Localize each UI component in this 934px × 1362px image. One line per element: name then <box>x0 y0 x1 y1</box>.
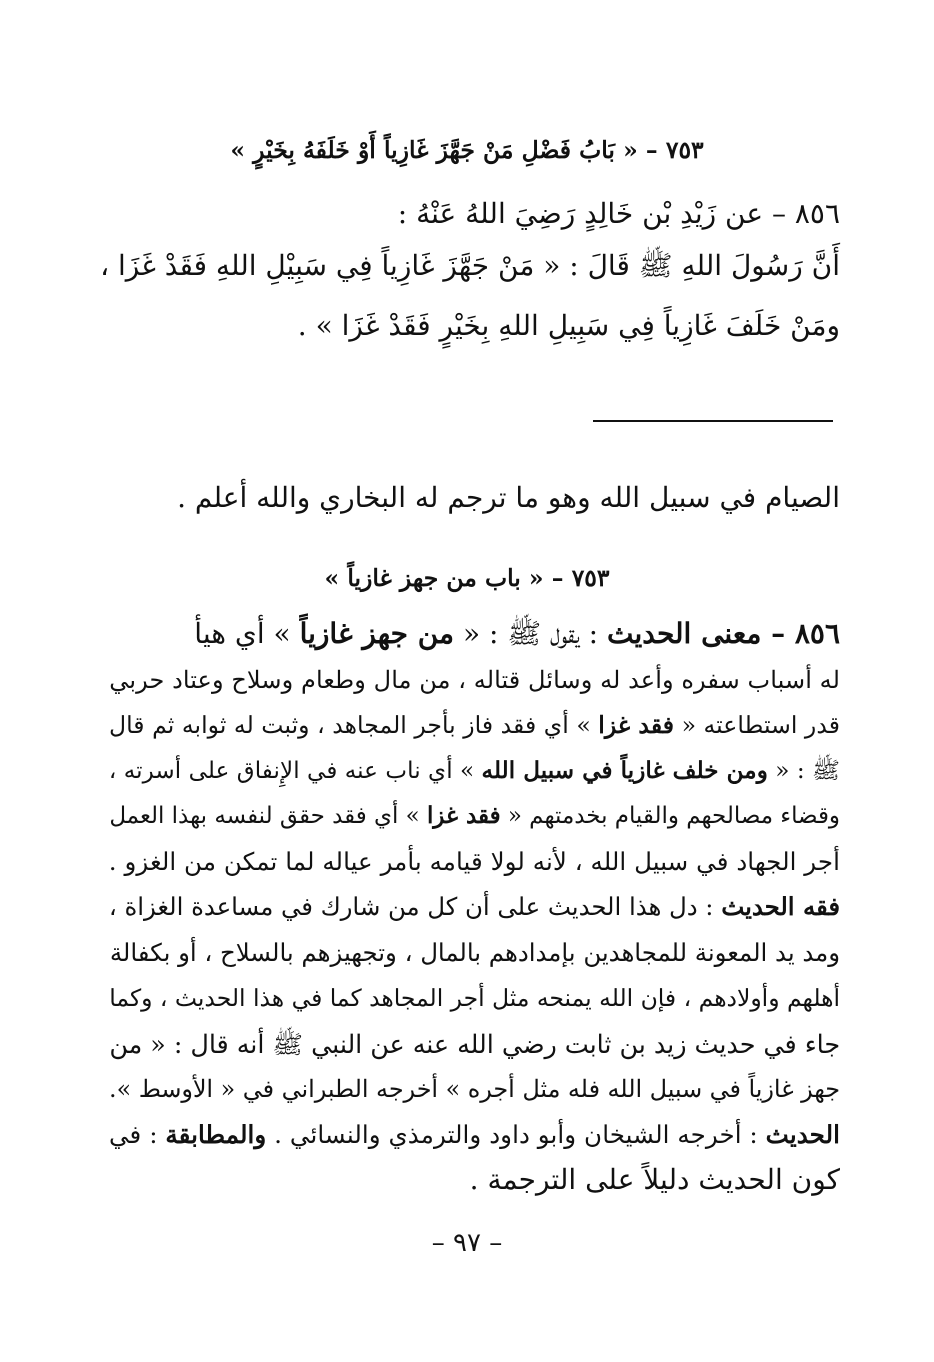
commentary-line <box>109 887 840 927</box>
commentary-chapter-heading: ٧٥٣ – « باب من جهز غازياً » <box>324 564 610 592</box>
hadith-chapter-heading: ٧٥٣ – « بَابُ فَضْلِ مَنْ جَهَّزَ غَازِياً أَوْ خَلَفَهُ بِخَيْرٍ » <box>230 136 704 164</box>
commentary-bold-phrase: والمطابقة <box>165 1119 267 1149</box>
commentary-text: وقضاء مصالحهم والقيام بخدمتهم « <box>500 803 840 829</box>
commentary-line <box>109 1115 840 1155</box>
commentary-bold-phrase: فقه الحديث <box>721 892 840 921</box>
commentary-line <box>194 614 840 654</box>
commentary-text: : في <box>108 1119 166 1149</box>
commentary-text: » أي فقد فاز بأجر المجاهد ، وثبت له ثوابه ثم قال <box>108 711 599 739</box>
commentary-text: ومد يد المعونة للمجاهدين بإمدادهم بالمال ، وتجهيزهم بالسلاح ، أو بكفالة <box>109 937 840 967</box>
section-divider-rule <box>593 420 833 422</box>
commentary-bold-phrase: الحديث <box>765 1119 840 1149</box>
commentary-line <box>109 705 840 745</box>
commentary-line <box>109 978 840 1018</box>
commentary-bold-phrase: من جهز غازياً <box>299 617 455 650</box>
hadith-isnad-line: ٨٥٦ – عن زَيْدِ بْن خَالِدٍ رَضِيَ اللهُ عَنْهُ : <box>397 197 840 230</box>
commentary-line <box>470 1160 840 1200</box>
commentary-text: » أي ناب عنه في الإِنفاق على أسرته ، <box>108 756 482 784</box>
commentary-text: » أي هيأ <box>194 617 300 650</box>
commentary-text: أهلهم وأولادهم ، فإن الله يمنحه مثل أجر المجاهد كما في هذا الحديث ، وكما <box>109 984 840 1012</box>
commentary-text: قدر استطاعته « <box>674 711 840 739</box>
commentary-bold-phrase: ٨٥٦ – معنى الحديث <box>606 617 840 650</box>
commentary-text: كون الحديث دليلاً على الترجمة . <box>469 1163 840 1196</box>
commentary-text: جهز غازياً في سبيل الله فله مثل أجره » أخرجه الطبراني في « الأوسط ». <box>109 1075 840 1103</box>
commentary-line <box>109 842 840 882</box>
commentary-line <box>109 796 840 836</box>
hadith-text-line: ومَنْ خَلَفَ غَازِياً فِي سَبِيلِ اللهِ بِخَيْرٍ فَقَدْ غَزَا » . <box>297 309 840 342</box>
commentary-line <box>109 1024 840 1064</box>
commentary-text: : أخرجه الشيخان وأبو داود والترمذي والنسائي . <box>266 1119 766 1149</box>
hadith-text-line: أَنَّ رَسُولَ اللهِ ﷺ قَالَ : « مَنْ جَهَّزَ غَازِياً فِي سَبِيْلِ اللهِ فَقَدْ غَزَا ، <box>100 249 840 282</box>
commentary-line <box>110 933 840 973</box>
commentary-carry-over-line: الصيام في سبيل الله وهو ما ترجم له البخاري والله أعلم . <box>177 481 840 514</box>
commentary-text: له أسباب سفره وأعد له وسائل قتاله ، من مال وطعام وسلاح وعتاد حربي <box>109 665 840 694</box>
commentary-text: جاء في حديث زيد بن ثابت رضي الله عنه عن النبي ﷺ أنه قال : « من <box>109 1028 840 1059</box>
commentary-text: : يقول ﷺ : « <box>454 617 607 650</box>
commentary-bold-phrase: فقد غزا <box>426 802 501 829</box>
commentary-text: ﷺ : « <box>767 756 840 784</box>
commentary-text: أجر الجهاد في سبيل الله ، لأنه لولا قيامه بأمر عياله لما تمكن من الغزو . <box>108 846 840 876</box>
commentary-bold-phrase: ومن خلف غازياً في سبيل الله <box>481 756 768 784</box>
commentary-bold-phrase: فقد غزا <box>598 711 675 739</box>
commentary-line <box>109 1069 840 1109</box>
commentary-text: : دل هذا الحديث على أن كل من شارك في مساعدة الغزاة ، <box>108 892 722 921</box>
commentary-text: » أي فقد حقق لنفسه بهذا العمل <box>109 803 427 829</box>
commentary-line <box>109 751 840 791</box>
commentary-line <box>109 660 840 700</box>
page-number: – ٩٧ – <box>431 1228 503 1258</box>
